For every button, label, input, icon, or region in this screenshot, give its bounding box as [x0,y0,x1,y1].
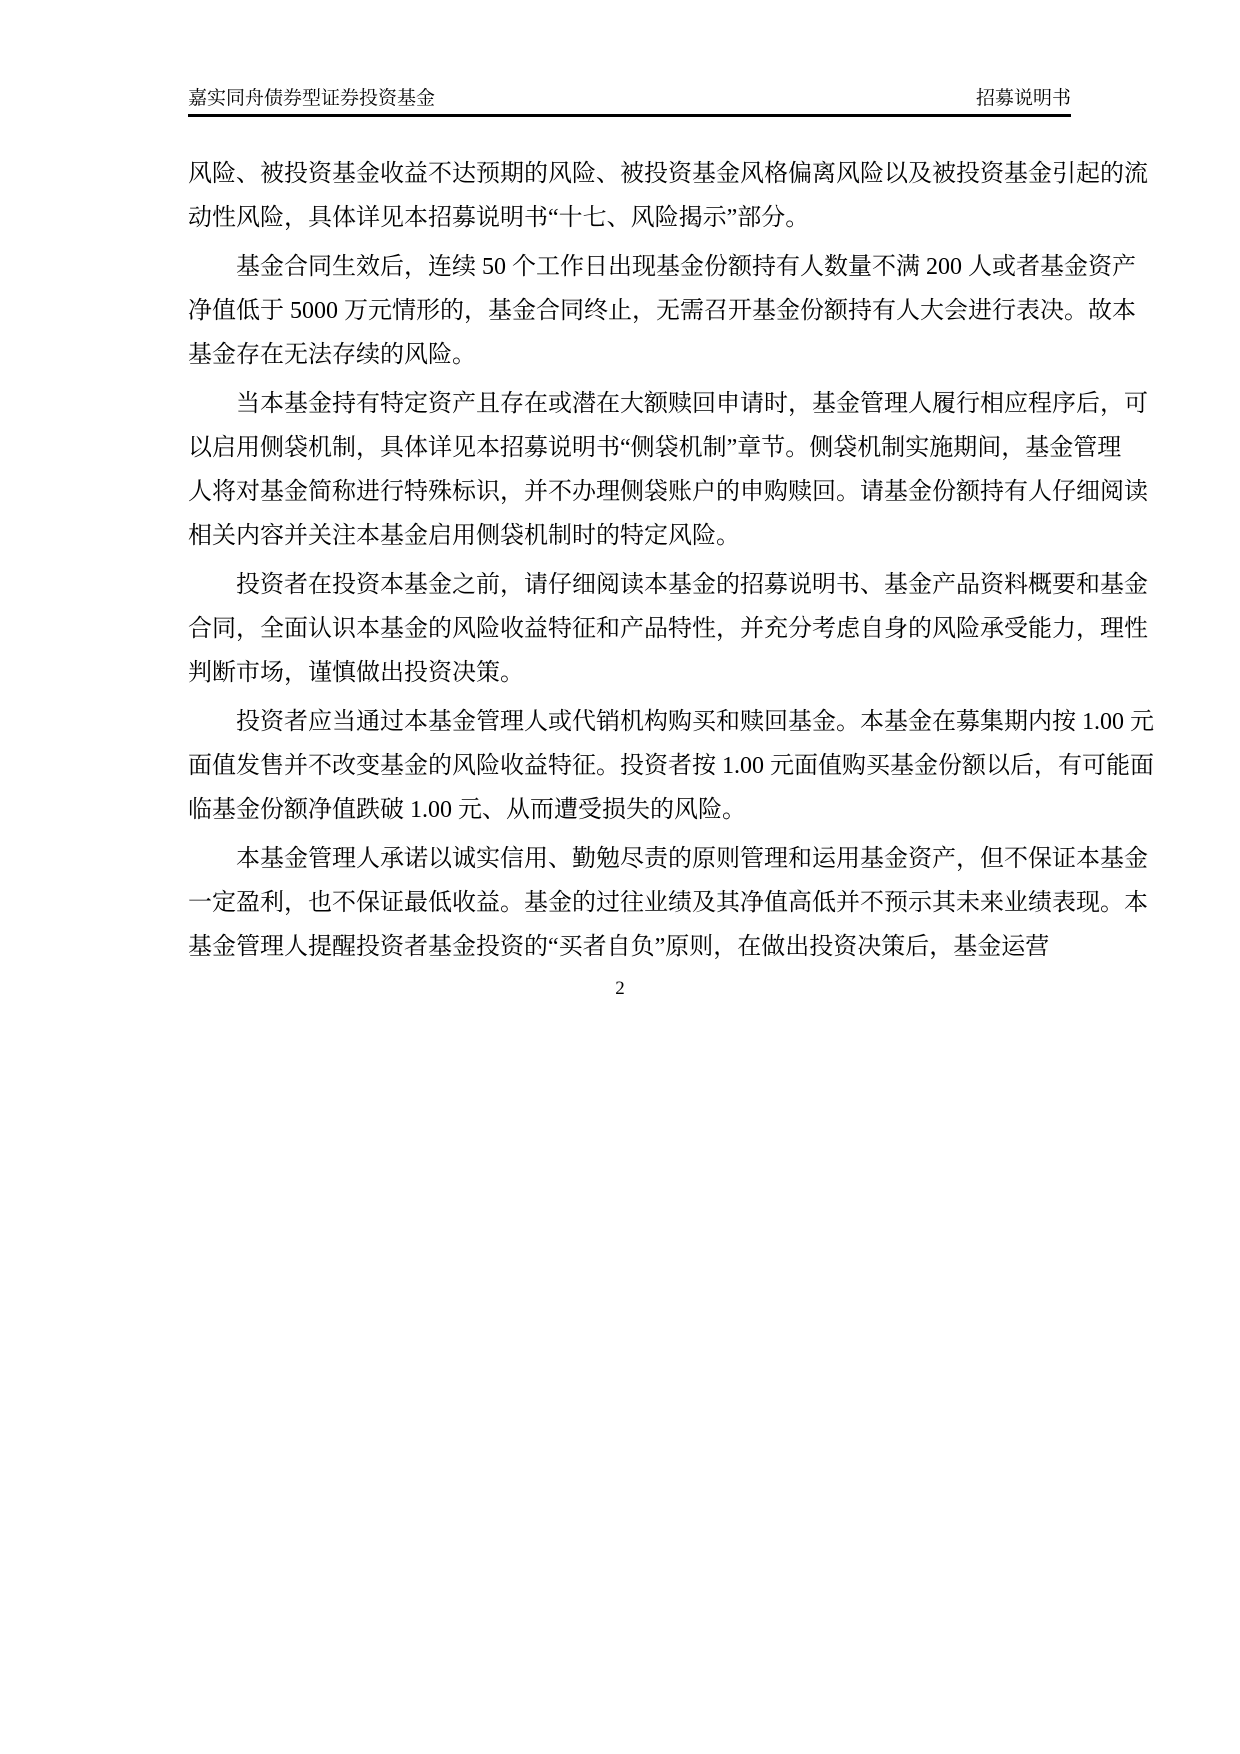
paragraph [188,152,1148,240]
paragraph [188,837,1148,969]
text-line: 面值发售并不改变基金的风险收益特征。投资者按 1.00 元面值购买基金份额以后，有可能面 [188,753,1154,779]
text-line: 风险、被投资基金收益不达预期的风险、被投资基金风格偏离风险以及被投资基金引起的流 [188,161,1148,187]
text-line: 投资者在投资本基金之前，请仔细阅读本基金的招募说明书、基金产品资料概要和基金 [236,572,1148,598]
text-line: 动性风险，具体详见本招募说明书“十七、风险揭示”部分。 [188,205,810,231]
paragraph [188,563,1148,695]
text-line: 净值低于 5000 万元情形的，基金合同终止，无需召开基金份额持有人大会进行表决。故本 [188,298,1136,324]
text-line: 基金存在无法存续的风险。 [188,342,476,368]
text-line: 本基金管理人承诺以诚实信用、勤勉尽责的原则管理和运用基金资产，但不保证本基金 [236,846,1148,872]
text-line: 人将对基金简称进行特殊标识，并不办理侧袋账户的申购赎回。请基金份额持有人仔细阅读 [188,479,1148,505]
text-line: 判断市场，谨慎做出投资决策。 [188,660,524,686]
text-line: 当本基金持有特定资产且存在或潜在大额赎回申请时，基金管理人履行相应程序后，可 [236,391,1148,417]
text-line: 以启用侧袋机制，具体详见本招募说明书“侧袋机制”章节。侧袋机制实施期间，基金管理 [188,435,1122,461]
text-line: 投资者应当通过本基金管理人或代销机构购买和赎回基金。本基金在募集期内按 1.00 元 [236,709,1154,735]
text-line: 合同，全面认识本基金的风险收益特征和产品特性，并充分考虑自身的风险承受能力，理性 [188,616,1148,642]
page-header [188,86,1071,117]
document-body [188,152,1154,974]
paragraph [188,382,1148,558]
paragraph [188,700,1154,832]
page-number: 2 [615,978,625,999]
header-doc-type: 招募说明书 [975,88,1071,109]
text-line: 基金管理人提醒投资者基金投资的“买者自负”原则，在做出投资决策后，基金运营 [188,934,1050,960]
paragraph [188,245,1136,377]
text-line: 相关内容并关注本基金启用侧袋机制时的特定风险。 [188,523,740,549]
text-line: 临基金份额净值跌破 1.00 元、从而遭受损失的风险。 [188,797,746,823]
text-line: 一定盈利，也不保证最低收益。基金的过往业绩及其净值高低并不预示其未来业绩表现。本 [188,890,1148,916]
header-fund-name: 嘉实同舟债券型证券投资基金 [188,88,436,109]
text-line: 基金合同生效后，连续 50 个工作日出现基金份额持有人数量不满 200 人或者基金资产 [236,254,1136,280]
